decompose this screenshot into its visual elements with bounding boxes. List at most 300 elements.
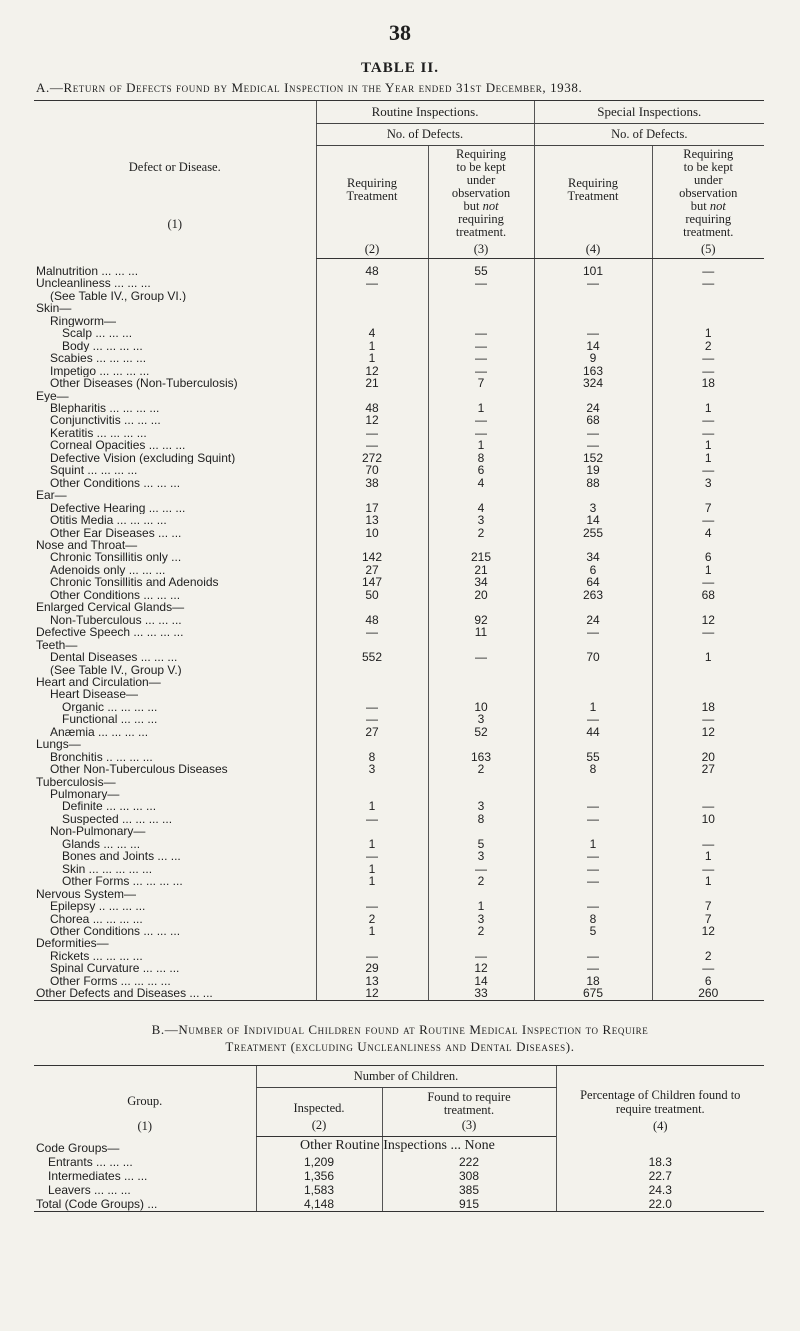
cell-col4: 255 [534,527,652,539]
cell-col2: 4 [316,327,428,339]
cell-col5: — [652,626,764,638]
cell-col3: 2 [428,527,534,539]
cell-col3: 7 [428,377,534,389]
table-row [34,427,764,439]
cell-col5 [652,937,764,949]
row-label: Nervous System— [36,887,137,901]
cell-col2: — [316,277,428,289]
defects-table-wrapper [34,100,764,1001]
cell-col5: 1 [652,651,764,663]
cell-col5: 1 [652,327,764,339]
row-label: Other Forms ... ... ... ... [50,974,171,988]
cell-col3 [428,539,534,551]
cell-col3: 3 [428,713,534,725]
cell-col4: — [534,962,652,974]
table-row [34,664,764,676]
cell-col3 [428,302,534,314]
cell-col2: — [316,427,428,439]
cell-col2: — [316,626,428,638]
cell-col4: 88 [534,477,652,489]
cell-col2 [316,688,428,700]
cell-col5: 1 [652,875,764,887]
cell-col4 [534,937,652,949]
row-label: Entrants ... ... ... [48,1155,133,1169]
row-label: Other Defects and Diseases ... ... [34,987,316,1000]
table-row [34,377,764,389]
cell-col4: — [534,950,652,962]
cell-col3: 92 [428,614,534,626]
cell-col4: — [534,277,652,289]
cell-col2: 12 [316,365,428,377]
row-label: Other Conditions ... ... ... [50,925,181,938]
cell-col3: 10 [428,701,534,713]
header-line: under [466,173,496,187]
table-row [34,302,764,314]
cell-col3 [428,888,534,900]
cell-col2: 27 [316,564,428,576]
cell-col4 [534,302,652,314]
cell-col5: 1 [652,452,764,464]
col5-header [652,146,764,259]
table-row [34,900,764,912]
cell-col3: — [428,863,534,875]
cell-col2: — [316,950,428,962]
cell-col3 [428,315,534,327]
row-label: Heart Disease— [50,688,139,701]
inspected-header [256,1088,382,1137]
table-row [34,259,764,278]
table-row [34,464,764,476]
cell-col2: 147 [316,576,428,588]
cell-col2: 10 [316,527,428,539]
row-label: Definite ... ... ... ... [62,800,157,813]
cell-col3: 222 [382,1155,556,1169]
cell-col3: 5 [428,838,534,850]
cell-col2: 48 [316,614,428,626]
cell-col3: 52 [428,726,534,738]
percentage-header [556,1066,764,1137]
table-row [34,825,764,837]
table-row [34,701,764,713]
cell-col4: 1 [534,701,652,713]
col3-number: (3) [473,242,489,256]
cell-col3 [428,290,534,302]
cell-col5: — [652,427,764,439]
cell-col2: — [316,850,428,862]
cell-col2: 13 [316,514,428,526]
section-b-heading-line2: Treatment (excluding Uncleanliness and Dental Diseases). [225,1039,575,1054]
cell-col3: — [428,414,534,426]
cell-col3: 2 [428,925,534,937]
cell-col5: 7 [652,502,764,514]
table-row [34,925,764,937]
found-label: Found to require treatment. [427,1090,511,1117]
cell-col3: — [428,340,534,352]
table-row [34,527,764,539]
table-row [34,539,764,551]
special-no-defects-header: No. of Defects. [534,124,764,146]
cell-col4: 14 [534,514,652,526]
cell-col2 [316,390,428,402]
cell-col4 [534,639,652,651]
row-label: Lungs— [36,738,81,751]
cell-col3: 14 [428,975,534,987]
table-row [34,564,764,576]
cell-col3: — [428,427,534,439]
row-label: Scalp ... ... ... [62,327,133,340]
table-row [34,1155,764,1169]
table-row [34,776,764,788]
cell-col3: 308 [382,1169,556,1183]
cell-col4: 34 [534,551,652,563]
cell-col4: — [534,800,652,812]
cell-col5: — [652,514,764,526]
col3-header [428,146,534,259]
cell-col5 [652,539,764,551]
table-row [34,850,764,862]
row-label: Defective Speech ... ... ... ... [36,626,184,639]
cell-col5: 18 [652,701,764,713]
cell-col4: 24.3 [556,1183,764,1197]
table-row [34,950,764,962]
cell-col2: 1 [316,925,428,937]
cell-col3: 55 [428,259,534,278]
cell-col3: 3 [428,514,534,526]
col5-label [655,148,763,239]
cell-col3: 2 [428,763,534,775]
cell-col5: — [652,259,764,278]
cell-col3: 1 [428,900,534,912]
table-row [34,1169,764,1183]
col2-number: (2) [364,242,380,256]
cell-col5 [652,639,764,651]
cell-col2 [316,825,428,837]
cell-col3: 4 [428,477,534,489]
cell-col3 [428,738,534,750]
table-row [34,414,764,426]
cell-col5: 2 [652,950,764,962]
row-label: Ear— [36,489,67,502]
row-label: Chorea ... ... ... ... [50,912,143,926]
percentage-label: Percentage of Children found to require treatment. [580,1087,741,1116]
table-row [34,477,764,489]
row-label: Adenoids only ... ... ... [50,563,166,577]
cell-col4 [534,825,652,837]
other-routine-inspections: Other Routine Inspections ... None [300,1138,495,1153]
row-label: Eye— [36,389,69,402]
table-row [34,975,764,987]
row-label: Scabies ... ... ... ... [50,352,147,365]
row-label: Corneal Opacities ... ... ... [50,439,186,452]
cell-col2: 1 [316,863,428,875]
cell-col2: 1 [316,875,428,887]
cell-col5 [652,390,764,402]
cell-col5: 68 [652,589,764,601]
header-line: Requiring [683,147,734,161]
cell-col5 [652,688,764,700]
cell-col5: 2 [652,340,764,352]
cell-col4 [534,664,652,676]
cell-col4: 5 [534,925,652,937]
cell-col4: — [534,813,652,825]
table-row [34,962,764,974]
cell-col4 [534,539,652,551]
cell-col3 [428,390,534,402]
cell-col4: 70 [534,651,652,663]
table-row [34,987,764,1000]
table-row [34,327,764,339]
cell-col2: 70 [316,464,428,476]
cell-col2: 1 [316,340,428,352]
cell-col4 [534,315,652,327]
cell-col4: — [534,850,652,862]
row-label: Impetigo ... ... ... ... [50,364,150,378]
cell-col5: 7 [652,900,764,912]
table-row [34,800,764,812]
cell-col3: — [428,950,534,962]
cell-col2 [316,738,428,750]
cell-col4: 19 [534,464,652,476]
cell-col2: — [316,701,428,713]
cell-col4: 152 [534,452,652,464]
table-row [34,1197,764,1212]
table-row [34,502,764,514]
header-line: under [694,173,723,187]
cell-col5 [652,788,764,800]
cell-col3: 385 [382,1183,556,1197]
table-title: TABLE II. [361,60,439,76]
cell-col2: 48 [316,259,428,278]
row-label: Heart and Circulation— [36,675,161,689]
cell-col5: — [652,352,764,364]
col4-header [534,146,652,259]
cell-col4: 8 [534,913,652,925]
col2-label: Requiring Treatment [346,176,398,203]
table-row [34,551,764,563]
table-row [34,277,764,289]
cell-col4: 6 [534,564,652,576]
cell-col5: 18 [652,377,764,389]
found-number: (3) [461,1118,477,1132]
row-label: Skin ... ... ... ... ... [62,862,153,876]
table-row [34,576,764,588]
header-line: but not [690,199,726,213]
percentage-number: (4) [652,1118,668,1133]
number-of-children-header: Number of Children. [256,1066,556,1088]
cell-col5: 10 [652,813,764,825]
row-label: Body ... ... ... ... [62,339,143,353]
cell-col2: 142 [316,551,428,563]
cell-col4: 24 [534,402,652,414]
row-label: Defective Vision (excluding Squint) [50,451,236,465]
routine-inspections-header: Routine Inspections. [316,101,534,124]
cell-col5: — [652,713,764,725]
group-column-header [34,1066,256,1137]
table-row [34,651,764,663]
header-line: observation [451,186,511,200]
row-label: Other Non-Tuberculous Diseases [50,763,228,776]
cell-col4: 101 [534,259,652,278]
cell-col2: 552 [316,651,428,663]
row-label: Other Ear Diseases ... ... [50,526,182,539]
row-label: Spinal Curvature ... ... ... [50,962,180,975]
cell-col5 [652,315,764,327]
cell-col5: — [652,962,764,974]
cell-col5 [652,290,764,302]
cell-col2 [316,664,428,676]
cell-col5: — [652,414,764,426]
cell-col4 [556,1137,764,1156]
row-label: Bronchitis .. ... ... ... [50,750,153,764]
header-line: treatment. [455,225,507,239]
inspected-number: (2) [311,1118,327,1132]
table-row [34,751,764,763]
cell-col2: 12 [316,987,428,1000]
cell-col5: 6 [652,975,764,987]
routine-no-defects-header: No. of Defects. [316,124,534,146]
cell-col2: 1 [316,838,428,850]
table-row [34,439,764,451]
cell-col4: 18 [534,975,652,987]
cell-col4: — [534,863,652,875]
row-label: Suspected ... ... ... ... [62,812,173,826]
cell-col3 [428,664,534,676]
table-row [34,937,764,949]
table-row [34,315,764,327]
cell-col5: 12 [652,925,764,937]
cell-col3: 2 [428,875,534,887]
cell-col4: 24 [534,614,652,626]
cell-col5: — [652,576,764,588]
cell-col3: — [428,352,534,364]
row-label: Pulmonary— [50,788,120,801]
cell-col3: — [428,327,534,339]
cell-col5: 20 [652,751,764,763]
cell-col4: — [534,427,652,439]
cell-col3 [428,639,534,651]
cell-col4: 324 [534,377,652,389]
table-row [34,813,764,825]
cell-col5: — [652,277,764,289]
cell-col2: 1 [316,800,428,812]
row-label: Malnutrition ... ... ... [36,263,139,278]
col3-label [431,148,532,239]
row-label: Organic ... ... ... ... [62,700,158,714]
row-label: Blepharitis ... ... ... ... [50,401,160,415]
cell-col3: 3 [428,800,534,812]
table-row [34,863,764,875]
cell-col4: 263 [534,589,652,601]
cell-col2: 1,356 [256,1169,382,1183]
row-label: Otitis Media ... ... ... ... [50,514,167,527]
table-row [34,688,764,700]
cell-col3: 20 [428,589,534,601]
cell-col3: 3 [428,913,534,925]
row-label: Nose and Throat— [36,538,138,552]
cell-col4 [534,601,652,613]
cell-col2: 27 [316,726,428,738]
table-row [34,726,764,738]
cell-col2 [316,788,428,800]
cell-col4: — [534,713,652,725]
cell-col3: — [428,365,534,377]
cell-col5: 12 [652,726,764,738]
table-row [34,888,764,900]
cell-col3 [428,788,534,800]
cell-col2: 1 [316,352,428,364]
cell-col3: 915 [382,1197,556,1212]
row-label: Squint ... ... ... ... [50,464,138,477]
cell-col4: 3 [534,502,652,514]
cell-col4: 14 [534,340,652,352]
table-row [34,838,764,850]
cell-col5: 7 [652,913,764,925]
row-label: Skin— [36,302,72,315]
cell-col2: 21 [316,377,428,389]
cell-col2 [316,489,428,501]
cell-col5: 6 [652,551,764,563]
header-line: observation [679,186,738,200]
cell-col5 [652,664,764,676]
cell-col4 [534,676,652,688]
col4-number: (4) [585,242,601,256]
cell-col3: 215 [428,551,534,563]
cell-col4: 163 [534,365,652,377]
row-label: Teeth— [36,638,78,652]
cell-col4: 18.3 [556,1155,764,1169]
defect-column-label: Defect or Disease. [128,159,221,174]
cell-col2: 2 [316,913,428,925]
header-line: but not [463,199,499,213]
table-row [34,913,764,925]
cell-col3 [428,776,534,788]
table-row [34,340,764,352]
row-label: Functional ... ... ... [62,713,158,726]
header-line: to be kept [683,160,733,174]
cell-col2 [316,315,428,327]
cell-col2: 3 [316,763,428,775]
cell-col3: 4 [428,502,534,514]
cell-col2 [316,937,428,949]
cell-col2: 17 [316,502,428,514]
row-label: Epilepsy .. ... ... ... [50,900,146,913]
cell-col2: — [316,900,428,912]
col5-number: (5) [700,242,716,256]
row-label: Glands ... ... ... [62,837,141,851]
header-line: requiring [458,212,504,226]
cell-col3: 163 [428,751,534,763]
cell-col2: 13 [316,975,428,987]
cell-col4: — [534,875,652,887]
table-row [34,713,764,725]
defects-table-body [34,259,764,1001]
header-line: Requiring [456,147,506,161]
cell-col3: 3 [428,850,534,862]
table-row [34,738,764,750]
cell-col5 [652,888,764,900]
row-label: Dental Diseases ... ... ... [50,651,178,664]
cell-col5: 12 [652,614,764,626]
cell-col5: — [652,863,764,875]
cell-col5: 1 [652,564,764,576]
cell-col4 [534,390,652,402]
row-label: Uncleanliness ... ... ... [36,277,151,290]
cell-col4 [534,888,652,900]
cell-col5: — [652,365,764,377]
cell-col3: 34 [428,576,534,588]
cell-col5 [652,738,764,750]
cell-col2: 1,583 [256,1183,382,1197]
